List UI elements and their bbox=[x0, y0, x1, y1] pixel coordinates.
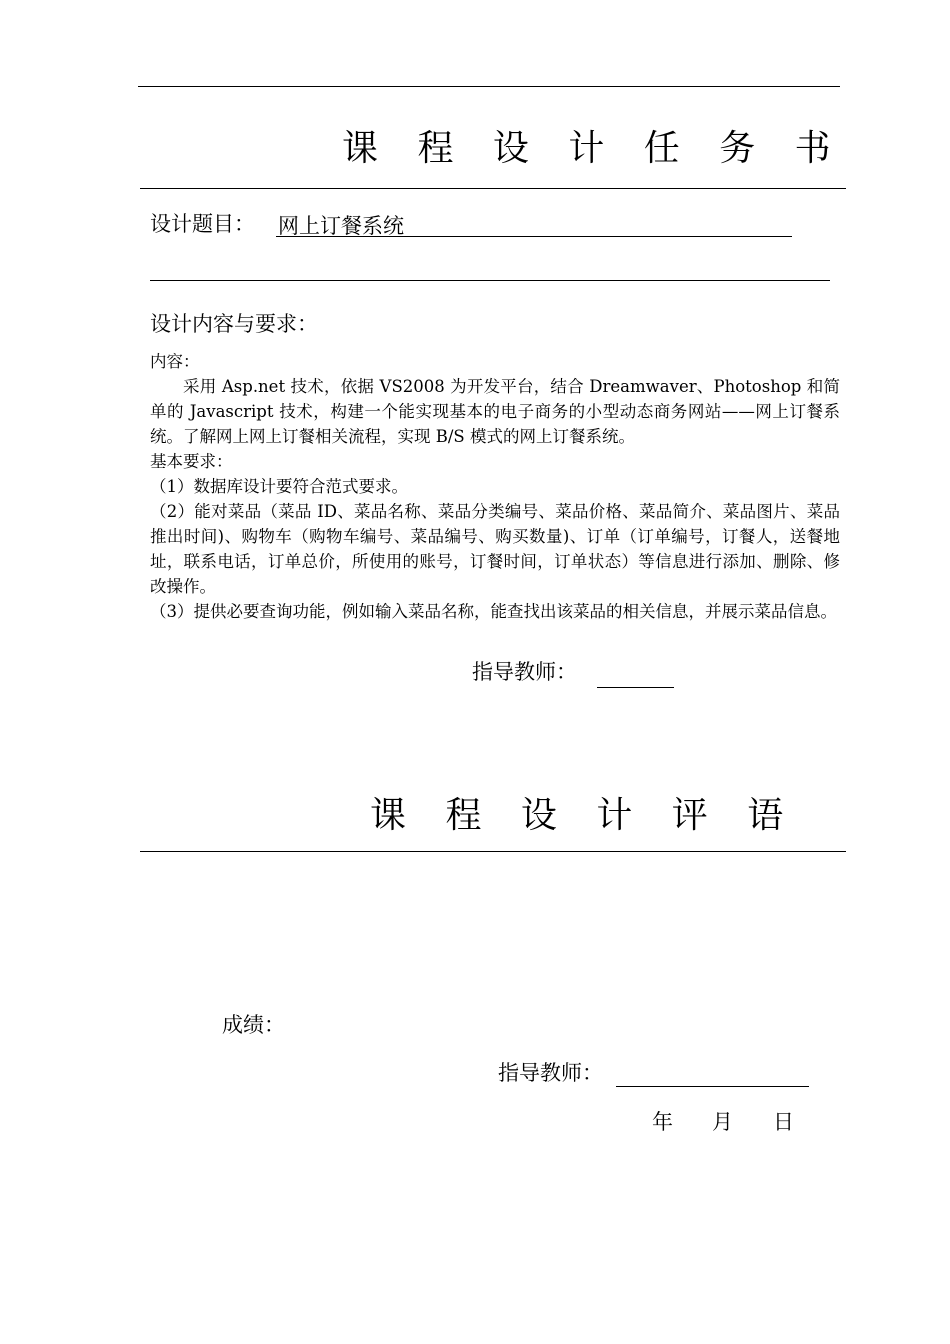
content-heading: 设计内容与要求： bbox=[150, 312, 318, 336]
requirement-item-3: （3）提供必要查询功能，例如输入菜品名称，能查找出该菜品的相关信息，并展示菜品信息。 bbox=[150, 602, 837, 621]
review-title-rule bbox=[140, 851, 846, 852]
blank-line bbox=[150, 280, 830, 281]
date-day: 日 bbox=[773, 1110, 794, 1134]
requirement-item-1: （1）数据库设计要符合范式要求。 bbox=[150, 477, 408, 496]
content-paragraph: 采用 Asp.net 技术，依据 VS2008 为开发平台，结合 Dreamwaver、Photoshop 和简单的 Javascript 技术，构建一个能实现基本的电子商务的小型动态商务网站——网上订餐系统。了解网上网上订餐相关流程，实现 B/S 模式的网上订餐系统。 bbox=[150, 377, 840, 446]
grade-label: 成绩： bbox=[222, 1013, 285, 1037]
review-teacher-line bbox=[616, 1086, 809, 1087]
task-title: 课 程 设 计 任 务 书 bbox=[342, 128, 845, 169]
task-teacher-label: 指导教师： bbox=[472, 660, 577, 684]
date-year: 年 bbox=[652, 1110, 673, 1134]
top-rule bbox=[138, 86, 840, 87]
task-teacher-line bbox=[597, 687, 674, 688]
date-month: 月 bbox=[712, 1110, 733, 1134]
topic-label: 设计题目： bbox=[150, 212, 255, 236]
topic-value: 网上订餐系统 bbox=[278, 214, 404, 238]
content-body bbox=[150, 349, 840, 624]
review-title: 课 程 设 计 评 语 bbox=[370, 795, 798, 836]
content-label: 内容： bbox=[150, 352, 200, 371]
review-teacher-label: 指导教师： bbox=[498, 1061, 603, 1085]
title-rule bbox=[140, 188, 846, 189]
topic-underline bbox=[276, 236, 792, 237]
requirements-label: 基本要求： bbox=[150, 452, 233, 471]
requirement-item-2: （2）能对菜品（菜品 ID、菜品名称、菜品分类编号、菜品价格、菜品简介、菜品图片、菜品推出时间)、购物车（购物车编号、菜品编号、购买数量)、订单（订单编号，订餐人，送餐地址，联系电话，订单总价，所使用的账号，订餐时间，订单状态）等信息进行添加、删除、修改操作。 bbox=[150, 502, 840, 596]
